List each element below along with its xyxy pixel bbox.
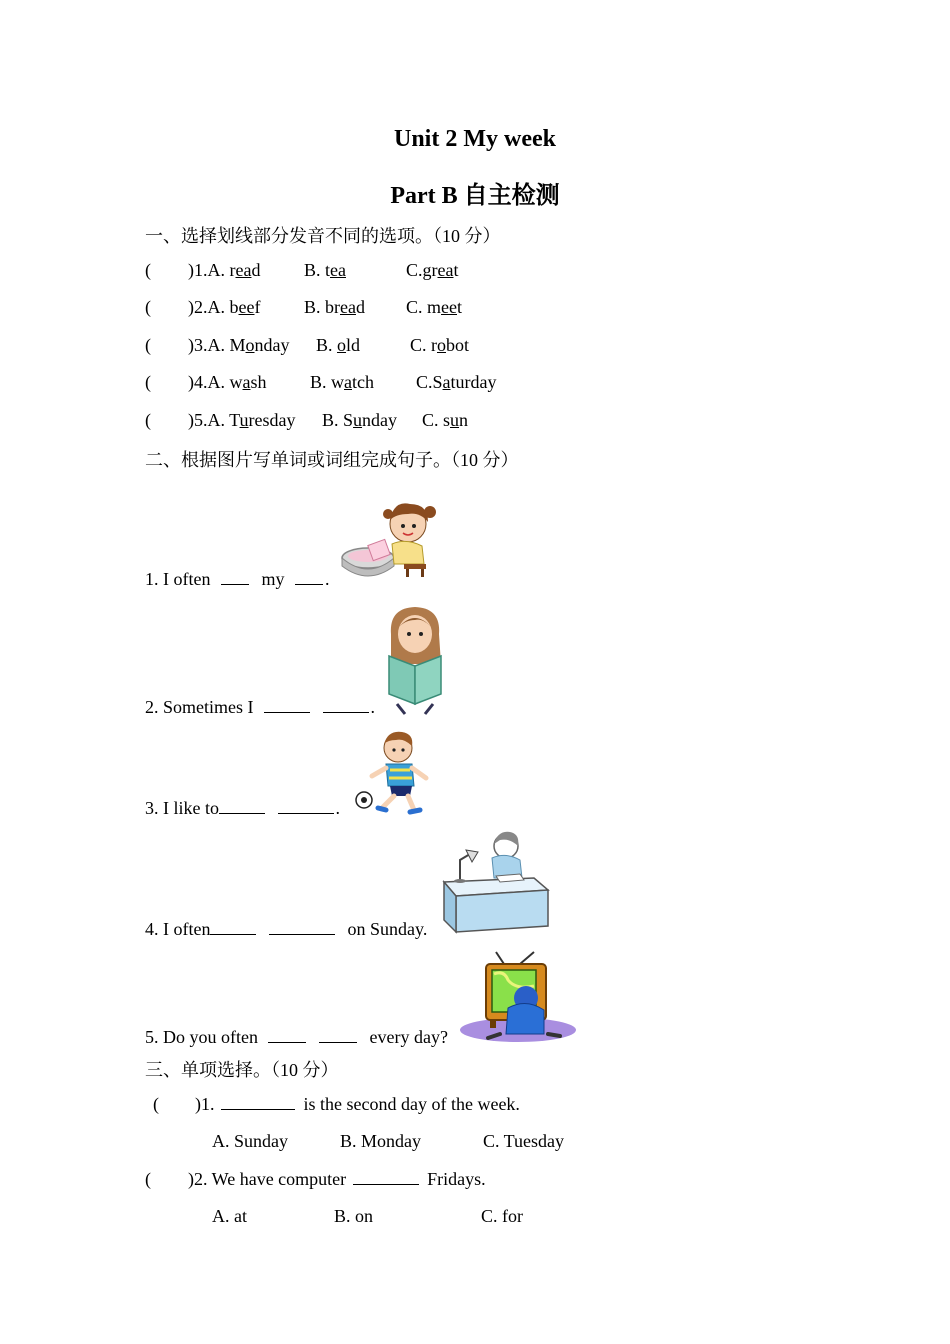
option-a[interactable]: [188, 335, 290, 356]
option-c-underlined: ea: [437, 260, 454, 280]
option-a-suffix: f: [254, 297, 261, 317]
option-b-suffix: tch: [352, 372, 375, 392]
option-a-suffix: resday: [248, 410, 296, 430]
option-b-underlined: u: [353, 410, 363, 430]
option-a[interactable]: [188, 372, 267, 393]
option-c-prefix: C. s: [422, 410, 451, 430]
option-b-suffix: ld: [346, 335, 361, 355]
option-b-underlined: a: [344, 372, 353, 392]
option-b[interactable]: [310, 372, 374, 393]
option-a[interactable]: [188, 297, 260, 318]
option-c-prefix: C. m: [406, 297, 442, 317]
option-a-suffix: d: [251, 260, 261, 280]
question-number: )4.: [188, 372, 208, 392]
option-a-suffix: sh: [250, 372, 267, 392]
q2-text-c: .: [370, 697, 375, 717]
option-a-prefix: A. b: [207, 297, 239, 317]
q5-text-b: every day?: [369, 1027, 448, 1047]
option-a-underlined: ea: [235, 260, 252, 280]
s3q1-option-b[interactable]: B. Monday: [340, 1131, 421, 1151]
answer-paren[interactable]: (: [145, 372, 151, 392]
boy-playing-football-image: [352, 728, 434, 816]
option-b-underlined: ea: [340, 297, 356, 317]
option-b-underlined: ea: [330, 260, 346, 280]
option-a[interactable]: [188, 410, 296, 431]
option-a-prefix: A. M: [207, 335, 246, 355]
option-b-suffix: d: [355, 297, 365, 317]
question-number: )2.: [188, 297, 208, 317]
s3q1-blank[interactable]: [221, 1094, 295, 1110]
answer-paren[interactable]: (: [145, 260, 151, 280]
option-c[interactable]: [422, 410, 468, 431]
question-number: )1.: [188, 260, 208, 280]
s3q2-option-c[interactable]: C. for: [481, 1206, 523, 1226]
q2-blank-2[interactable]: [323, 697, 369, 713]
option-a[interactable]: [188, 260, 260, 281]
s3q2-paren[interactable]: (: [145, 1169, 151, 1189]
option-a-underlined: a: [242, 372, 251, 392]
s3q2-blank[interactable]: [353, 1169, 419, 1185]
q5-blank-2[interactable]: [319, 1027, 357, 1043]
option-b[interactable]: [304, 297, 365, 318]
page-subtitle: Part B 自主检测: [390, 183, 560, 209]
picture-question-3: [145, 798, 340, 819]
option-c-prefix: C.gr: [406, 260, 438, 280]
option-c-underlined: u: [450, 410, 460, 430]
q2-blank-1[interactable]: [264, 697, 310, 713]
s3q1-option-c[interactable]: C. Tuesday: [483, 1131, 565, 1151]
choice-question-1: [153, 1094, 520, 1115]
picture-question-2: [145, 697, 375, 718]
section3-heading: 三、单项选择。（10 分）: [145, 1060, 339, 1080]
q3-blank-2[interactable]: [278, 798, 334, 814]
option-c-underlined: a: [442, 372, 451, 392]
s3q2-num: )2. We have computer: [188, 1169, 347, 1189]
question-number: )3.: [188, 335, 208, 355]
s3q2-option-a[interactable]: A. at: [212, 1206, 247, 1226]
option-c-prefix: C. r: [410, 335, 437, 355]
q4-text-a: 4. I often: [145, 919, 211, 939]
option-b[interactable]: [304, 260, 346, 281]
option-c-suffix: t: [457, 297, 463, 317]
option-c-underlined: o: [437, 335, 446, 355]
s3q1-text: is the second day of the week.: [303, 1094, 520, 1114]
section1-heading: 一、选择划线部分发音不同的选项。（10 分）: [145, 226, 501, 246]
option-c[interactable]: [410, 335, 469, 356]
q3-blank-1[interactable]: [219, 798, 265, 814]
option-a-prefix: A. w: [207, 372, 243, 392]
q4-blank-1[interactable]: [210, 919, 256, 935]
picture-question-5: [145, 1027, 448, 1048]
option-a-prefix: A. T: [207, 410, 240, 430]
girl-doing-homework-image: [440, 830, 550, 936]
option-a-underlined: o: [245, 335, 255, 355]
q2-text-a: 2. Sometimes I: [145, 697, 254, 717]
option-b-prefix: B. br: [304, 297, 340, 317]
s3q2-option-b[interactable]: B. on: [334, 1206, 374, 1226]
option-b-prefix: B. w: [310, 372, 345, 392]
q4-text-b: on Sunday.: [347, 919, 428, 939]
option-b[interactable]: [316, 335, 360, 356]
option-c[interactable]: [406, 260, 459, 281]
option-b-suffix: nday: [362, 410, 398, 430]
q1-text-b: my: [261, 569, 285, 589]
option-c[interactable]: [416, 372, 497, 393]
choice-question-2: [145, 1169, 486, 1190]
question-number: )5.: [188, 410, 208, 430]
option-a-suffix: nday: [254, 335, 290, 355]
option-b-prefix: B.: [316, 335, 338, 355]
section2-heading: 二、根据图片写单词或词组完成句子。（10 分）: [145, 450, 519, 470]
q1-blank-1[interactable]: [221, 569, 249, 585]
q3-text-a: 3. I like to: [145, 798, 219, 818]
option-b-prefix: B. S: [322, 410, 354, 430]
answer-paren[interactable]: (: [145, 410, 151, 430]
s3q1-num: )1.: [195, 1094, 215, 1114]
page-title: Unit 2 My week: [394, 126, 556, 152]
q5-blank-1[interactable]: [268, 1027, 306, 1043]
picture-question-4: [145, 919, 427, 940]
option-c-underlined: ee: [441, 297, 457, 317]
s3q2-text: Fridays.: [427, 1169, 486, 1189]
option-c-suffix: bot: [446, 335, 470, 355]
q1-blank-2[interactable]: [295, 569, 323, 585]
option-a-underlined: u: [239, 410, 249, 430]
option-b[interactable]: [322, 410, 397, 431]
girl-reading-book-image: [383, 604, 449, 716]
option-c[interactable]: [406, 297, 462, 318]
q4-blank-2[interactable]: [269, 919, 335, 935]
q1-text-c: .: [325, 569, 330, 589]
s3q1-option-a[interactable]: A. Sunday: [212, 1131, 288, 1151]
option-a-prefix: A. r: [207, 260, 236, 280]
option-c-suffix: turday: [450, 372, 497, 392]
q3-text-c: .: [335, 798, 340, 818]
s3q1-paren[interactable]: (: [153, 1094, 159, 1114]
q5-text-a: 5. Do you often: [145, 1027, 258, 1047]
q1-text-a: 1. I often: [145, 569, 211, 589]
girl-washing-clothes-image: [340, 498, 440, 580]
option-c-prefix: C.S: [416, 372, 443, 392]
option-c-suffix: t: [453, 260, 459, 280]
answer-paren[interactable]: (: [145, 335, 151, 355]
option-a-underlined: ee: [238, 297, 255, 317]
option-c-suffix: n: [459, 410, 469, 430]
boy-watching-tv-image: [460, 950, 578, 1046]
option-b-prefix: B. t: [304, 260, 331, 280]
answer-paren[interactable]: (: [145, 297, 151, 317]
option-b-underlined: o: [337, 335, 347, 355]
picture-question-1: [145, 569, 330, 590]
